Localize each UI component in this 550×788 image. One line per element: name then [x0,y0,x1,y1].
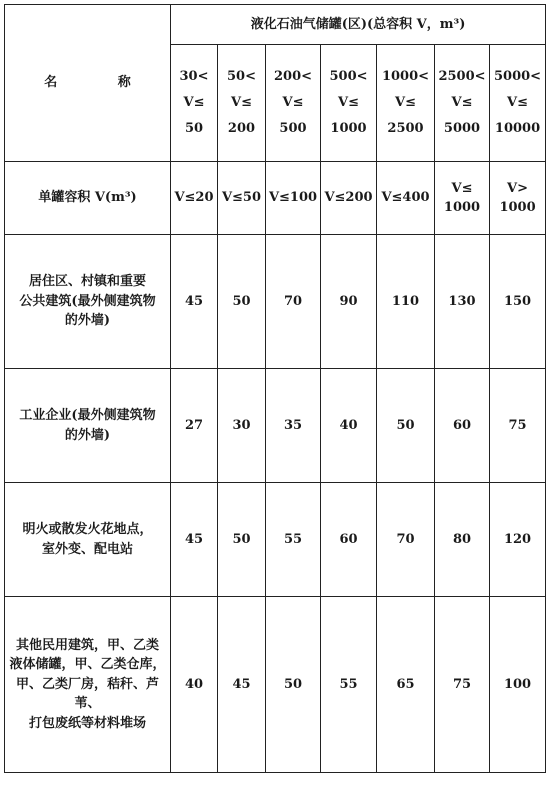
row-label: 其他民用建筑，甲、乙类 液体储罐，甲、乙类仓库， 甲、乙类厂房，秸秆、芦苇、 打包废纸等材料堆场 [5,597,171,773]
table-cell: 55 [321,597,377,773]
single-tank-cell: V≤100 [266,162,321,235]
table-row [5,597,546,773]
fire-distance-table [4,4,546,773]
table-cell: 80 [435,483,490,597]
table-cell: 60 [435,369,490,483]
table-cell: 75 [490,369,546,483]
table-cell: 30 [218,369,266,483]
table-cell: 90 [321,235,377,369]
name-column-header: 名 称 [5,5,171,162]
table-cell: 50 [266,597,321,773]
range-header: 500< V≤ 1000 [321,45,377,162]
table-cell: 110 [377,235,435,369]
table-row [5,235,546,369]
table-cell: 130 [435,235,490,369]
table-cell: 70 [377,483,435,597]
single-tank-cell: V≤ 1000 [435,162,490,235]
row-label: 明火或散发火花地点， 室外变、配电站 [5,483,171,597]
header-row-group [5,5,546,45]
single-tank-cell: V≤20 [171,162,218,235]
single-tank-cell: V≤50 [218,162,266,235]
row-label: 工业企业(最外侧建筑物 的外墙) [5,369,171,483]
group-header: 液化石油气储罐(区)(总容积 V，m³) [171,5,546,45]
row-label: 居住区、村镇和重要 公共建筑(最外侧建筑物 的外墙) [5,235,171,369]
single-tank-cell: V≤200 [321,162,377,235]
single-tank-row [5,162,546,235]
range-header: 2500< V≤ 5000 [435,45,490,162]
single-tank-cell: V≤400 [377,162,435,235]
table-cell: 45 [171,235,218,369]
table-cell: 27 [171,369,218,483]
range-header: 1000< V≤ 2500 [377,45,435,162]
single-tank-cell: V> 1000 [490,162,546,235]
table-cell: 100 [490,597,546,773]
table-cell: 45 [218,597,266,773]
table-cell: 50 [377,369,435,483]
table-cell: 55 [266,483,321,597]
range-header: 5000< V≤ 10000 [490,45,546,162]
table-cell: 70 [266,235,321,369]
table-cell: 120 [490,483,546,597]
range-header: 30< V≤ 50 [171,45,218,162]
table-cell: 150 [490,235,546,369]
table-cell: 75 [435,597,490,773]
table-cell: 45 [171,483,218,597]
table-cell: 35 [266,369,321,483]
table-cell: 50 [218,235,266,369]
table-cell: 40 [171,597,218,773]
table-row [5,369,546,483]
range-header: 50< V≤ 200 [218,45,266,162]
table-cell: 50 [218,483,266,597]
range-header: 200< V≤ 500 [266,45,321,162]
table-row [5,483,546,597]
table-cell: 40 [321,369,377,483]
table-cell: 65 [377,597,435,773]
table-cell: 60 [321,483,377,597]
single-tank-label: 单罐容积 V(m³) [5,162,171,235]
